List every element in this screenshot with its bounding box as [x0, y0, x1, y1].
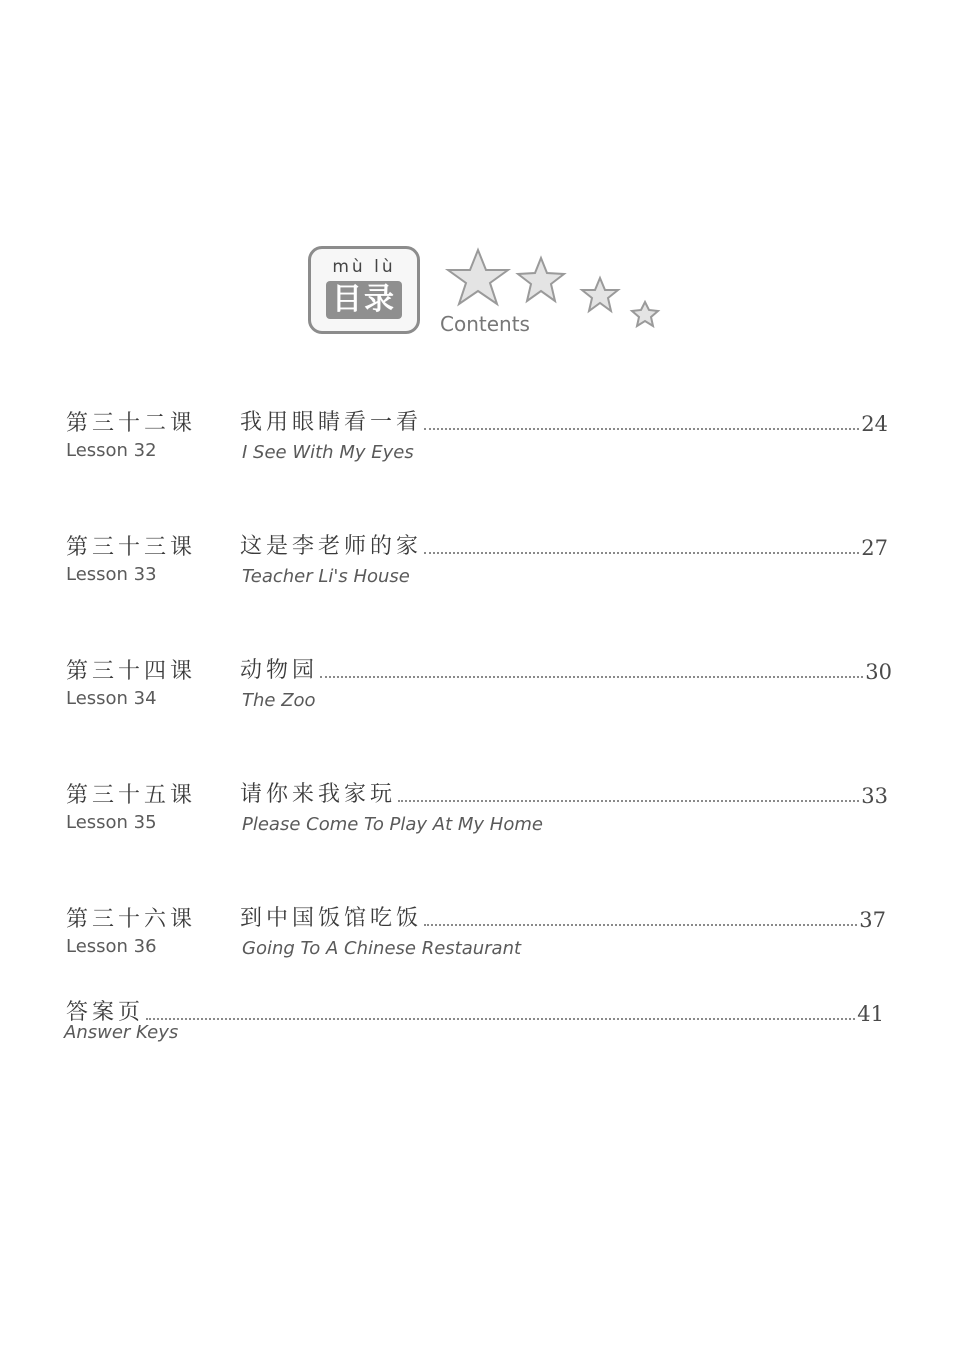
lesson-title-cn: 请你来我家玩 — [240, 782, 397, 807]
toc-entry[interactable] — [0, 902, 960, 972]
mulu-badge — [308, 246, 420, 334]
page-number: 37 — [859, 908, 886, 932]
title-line — [240, 902, 886, 932]
star-icon — [582, 278, 618, 311]
lesson-title-en: Going To A Chinese Restaurant — [242, 938, 522, 959]
dot-leader — [320, 676, 863, 678]
lesson-title-cn: 我用眼睛看一看 — [240, 410, 423, 435]
title-line — [240, 654, 892, 684]
dot-leader — [424, 924, 857, 926]
answer-title-cn: 答案页 — [66, 1000, 145, 1025]
header-hanzi: 目录 — [326, 281, 402, 319]
lesson-title-cn: 这是李老师的家 — [240, 534, 423, 559]
lesson-title-en: Please Come To Play At My Home — [242, 814, 543, 835]
lesson-number-cn: 第三十二课 — [66, 411, 197, 436]
answer-title-en: Answer Keys — [64, 1022, 179, 1043]
lesson-number-en: Lesson 33 — [66, 564, 157, 585]
page-number: 41 — [857, 1002, 884, 1026]
title-line — [240, 778, 888, 808]
dot-leader — [424, 552, 859, 554]
toc-entry[interactable] — [0, 778, 960, 848]
lesson-number-en: Lesson 34 — [66, 688, 157, 709]
page-number: 27 — [861, 536, 888, 560]
lesson-number-cn: 第三十四课 — [66, 659, 197, 684]
star-icon — [632, 302, 658, 326]
title-line — [240, 530, 888, 560]
toc-entry[interactable] — [0, 530, 960, 600]
lesson-number-en: Lesson 32 — [66, 440, 157, 461]
lesson-title-cn: 到中国饭馆吃饭 — [240, 906, 423, 931]
header-contents-label: Contents — [440, 312, 530, 336]
contents-header — [308, 246, 668, 346]
page-number: 24 — [861, 412, 888, 436]
header-pinyin: mù lù — [332, 257, 396, 277]
lesson-title-en: Teacher Li's House — [242, 566, 410, 587]
page-number: 30 — [865, 660, 892, 684]
lesson-number-en: Lesson 35 — [66, 812, 157, 833]
dot-leader — [424, 428, 859, 430]
page-number: 33 — [861, 784, 888, 808]
lesson-title-en: The Zoo — [242, 690, 316, 711]
lesson-title-cn: 动物园 — [240, 658, 319, 683]
answer-title-line — [66, 996, 884, 1026]
dot-leader — [146, 1018, 855, 1020]
toc-entry[interactable] — [0, 654, 960, 724]
toc-entry-answer-keys[interactable] — [0, 996, 960, 1066]
lesson-title-en: I See With My Eyes — [242, 442, 414, 463]
lesson-number-cn: 第三十六课 — [66, 907, 197, 932]
lesson-number-cn: 第三十三课 — [66, 535, 197, 560]
title-line — [240, 406, 888, 436]
star-icon — [518, 258, 564, 301]
dot-leader — [398, 800, 859, 802]
toc-entry[interactable] — [0, 406, 960, 476]
star-icon — [448, 250, 508, 304]
lesson-number-en: Lesson 36 — [66, 936, 157, 957]
lesson-number-cn: 第三十五课 — [66, 783, 197, 808]
